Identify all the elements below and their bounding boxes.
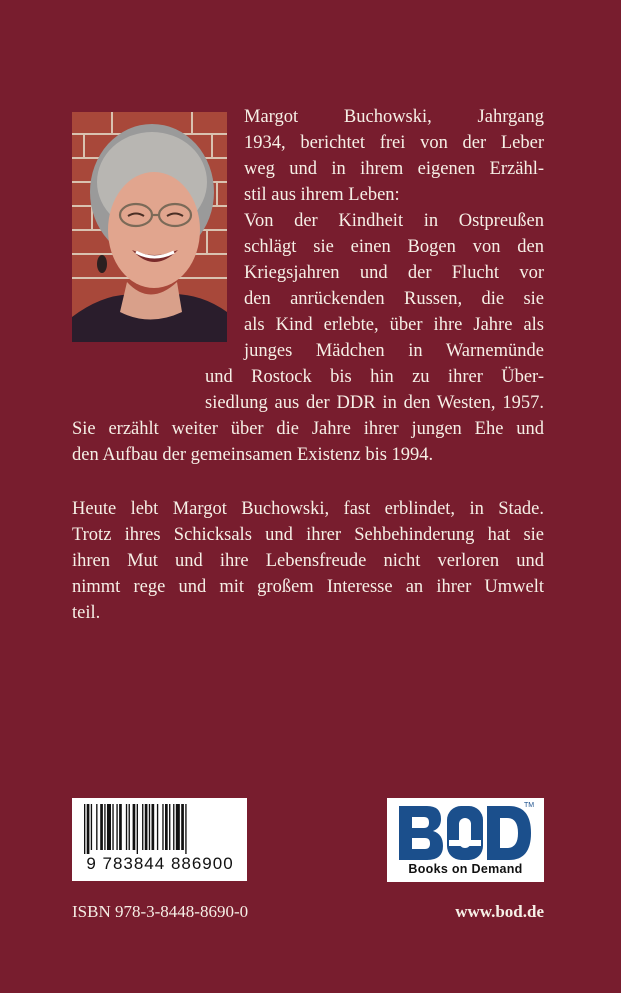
text-line: Heute lebt Margot Buchowski, fast erblindet, in Stade. bbox=[72, 499, 544, 519]
text-line: stil aus ihrem Leben: bbox=[244, 185, 400, 205]
barcode-bar bbox=[137, 804, 138, 854]
barcode-bar bbox=[169, 804, 170, 850]
barcode-bar bbox=[100, 804, 103, 850]
barcode-bar bbox=[87, 804, 90, 854]
publisher-logo bbox=[387, 798, 544, 882]
text-line: weg und in ihrem eigenen Erzähl- bbox=[244, 159, 544, 179]
text-line: ihren Mut und ihre Lebensfreude nicht verloren und bbox=[72, 551, 544, 571]
bod-logo-mark bbox=[397, 804, 533, 862]
barcode-bar bbox=[145, 804, 148, 850]
text-line: 1934, berichtet frei von der Leber bbox=[244, 133, 544, 153]
barcode-bar bbox=[112, 804, 113, 850]
barcode-bar bbox=[157, 804, 158, 850]
barcode-bar bbox=[84, 804, 85, 854]
text-line: als Kind erlebte, über ihre Jahre als bbox=[244, 315, 544, 335]
text-line: teil. bbox=[72, 603, 101, 623]
barcode-bar bbox=[116, 804, 117, 850]
publisher-website: www.bod.de bbox=[455, 902, 544, 921]
barcode-bar bbox=[91, 804, 92, 850]
barcode-digits: 9 783844 886900 bbox=[86, 854, 234, 873]
publisher-tagline: Books on Demand bbox=[408, 862, 523, 876]
barcode-bars bbox=[82, 804, 237, 854]
barcode-bar bbox=[129, 804, 130, 850]
barcode-bar bbox=[119, 804, 122, 850]
barcode-bar bbox=[96, 804, 97, 850]
text-line: junges Mädchen in Warnemünde bbox=[244, 341, 544, 361]
barcode-bar bbox=[107, 804, 111, 850]
author-photo bbox=[72, 112, 227, 342]
isbn-barcode bbox=[72, 798, 247, 881]
text-line: Kriegsjahren und der Flucht vor bbox=[244, 263, 544, 283]
isbn-number: ISBN 978-3-8448-8690-0 bbox=[72, 902, 249, 921]
text-line: Sie erzählt weiter über die Jahre ihrer jungen Ehe und bbox=[72, 419, 544, 439]
barcode-bar bbox=[126, 804, 127, 850]
text-line: siedlung aus der DDR in den Westen, 1957. bbox=[205, 393, 544, 413]
text-line: den anrückenden Russen, die sie bbox=[244, 289, 544, 309]
barcode-bar bbox=[185, 804, 186, 854]
barcode-bar bbox=[173, 804, 174, 850]
text-line: schlägt sie einen Bogen von den bbox=[244, 237, 544, 257]
text-line: und Rostock bis hin zu ihrer Über- bbox=[205, 367, 544, 387]
text-line: Trotz ihres Schicksals und ihrer Sehbehinderung hat sie bbox=[72, 525, 544, 545]
barcode-bar bbox=[152, 804, 155, 850]
description-paragraph-1-beside-photo bbox=[244, 104, 544, 364]
barcode-bar bbox=[133, 804, 136, 850]
text-line: Margot Buchowski, Jahrgang bbox=[244, 107, 544, 127]
barcode-bar bbox=[165, 804, 168, 850]
barcode-bar bbox=[104, 804, 105, 850]
barcode-bar bbox=[149, 804, 150, 850]
trademark-symbol: TM bbox=[524, 802, 535, 809]
description-paragraph-2 bbox=[72, 496, 544, 626]
barcode-bar bbox=[181, 804, 184, 850]
text-line: Von der Kindheit in Ostpreußen bbox=[244, 211, 544, 231]
barcode-bar bbox=[176, 804, 180, 850]
text-line: den Aufbau der gemeinsamen Existenz bis 1994. bbox=[72, 445, 434, 465]
text-line: nimmt rege und mit großem Interesse an ihrer Umwelt bbox=[72, 577, 544, 597]
barcode-bar bbox=[142, 804, 143, 850]
barcode-bar bbox=[162, 804, 163, 850]
